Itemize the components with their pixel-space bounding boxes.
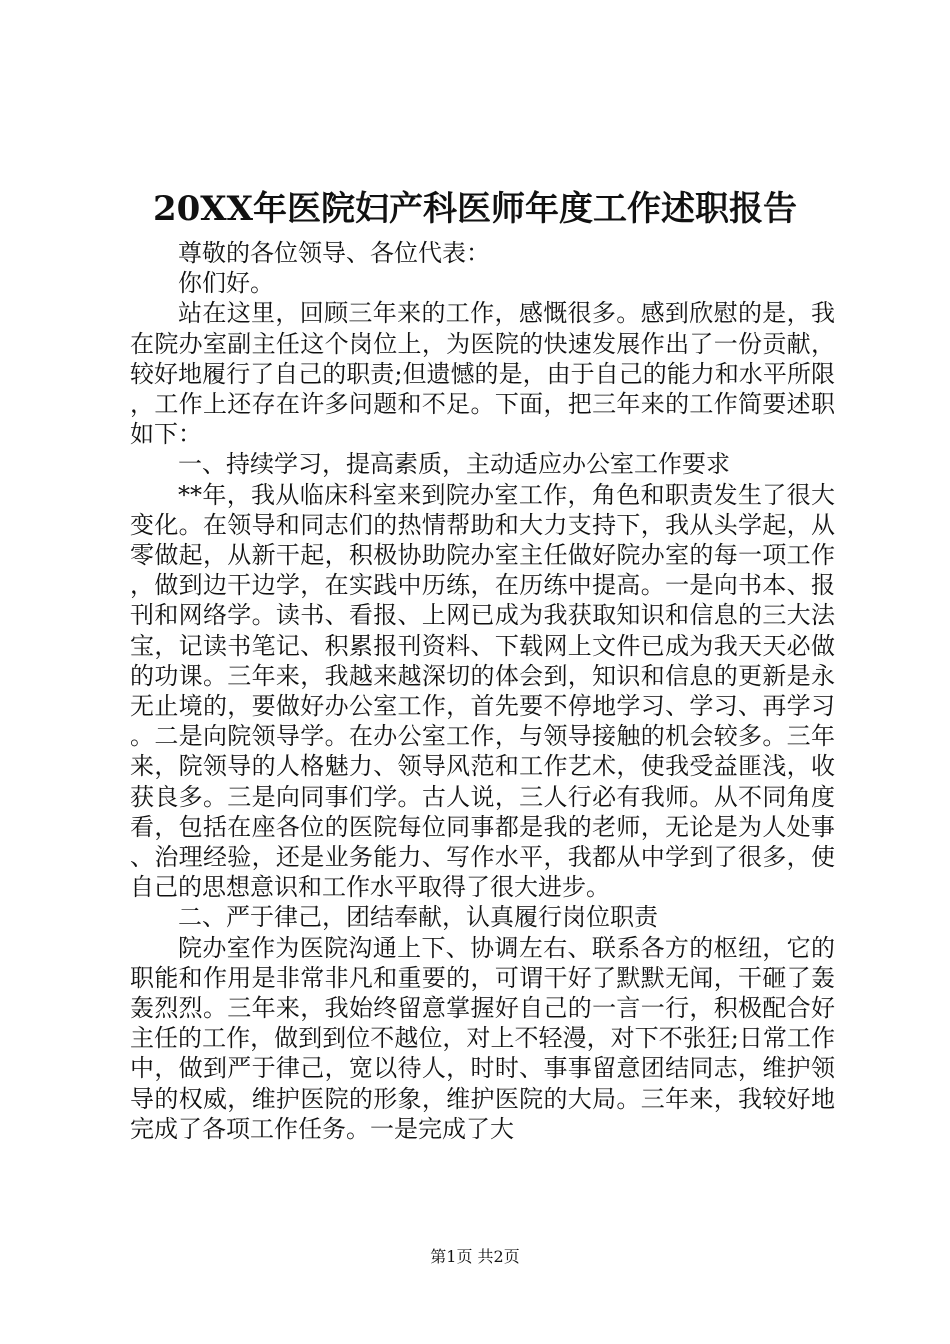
section-2-paragraph: 院办室作为医院沟通上下、协调左右、联系各方的枢纽，它的职能和作用是非常非凡和重要的，可谓干好了默默无闻，干砸了轰轰烈烈。三年来，我始终留意掌握好自己的一言一行，积极配合好主任的工作，做到到位不越位，对上不轻漫，对下不张狂;日常工作中，做到严于律己，宽以待人，时时、事事留意团结同志，维护领导的权威，维护医院的形象，维护医院的大局。三年来，我较好地完成了各项工作任务。一是完成了大	[130, 933, 835, 1143]
section-heading-2: 二、严于律己，团结奉献，认真履行岗位职责	[178, 903, 658, 932]
greeting: 你们好。	[178, 269, 274, 298]
page-footer: 第1页 共2页	[430, 1247, 520, 1266]
salutation: 尊敬的各位领导、各位代表：	[178, 239, 490, 267]
section-1-paragraph: **年，我从临床科室来到院办室工作，角色和职责发生了很大变化。在领导和同志们的热情帮助和大力支持下，我从头学起，从零做起，从新干起，积极协助院办室主任做好院办室的每一项工作，做到边干边学，在实践中历练，在历练中提高。一是向书本、报刊和网络学。读书、看报、上网已成为我获取知识和信息的三大法宝，记读书笔记、积累报刊资料、下载网上文件已成为我天天必做的功课。三年来，我越来越深切的体会到，知识和信息的更新是永无止境的，要做好办公室工作，首先要不停地学习、学习、再学习。二是向院领导学。在办公室工作，与领导接触的机会较多。三年来，院领导的人格魅力、领导风范和工作艺术，使我受益匪浅，收获良多。三是向同事们学。古人说，三人行必有我师。从不同角度看，包括在座各位的医院每位同事都是我的老师，无论是为人处事、治理经验，还是业务能力、写作水平，我都从中学到了很多，使自己的思想意识和工作水平取得了很大进步。	[130, 480, 835, 902]
intro-paragraph: 站在这里，回顾三年来的工作，感慨很多。感到欣慰的是，我在院办室副主任这个岗位上，为医院的快速发展作出了一份贡献，较好地履行了自己的职责;但遗憾的是，由于自己的能力和水平所限，工作上还存在许多问题和不足。下面，把三年来的工作简要述职如下：	[130, 299, 835, 449]
page-title: 20XX年医院妇产科医师年度工作述职报告	[152, 189, 798, 229]
section-heading-1: 一、持续学习，提高素质，主动适应办公室工作要求	[178, 450, 730, 479]
document-body	[130, 238, 835, 1144]
